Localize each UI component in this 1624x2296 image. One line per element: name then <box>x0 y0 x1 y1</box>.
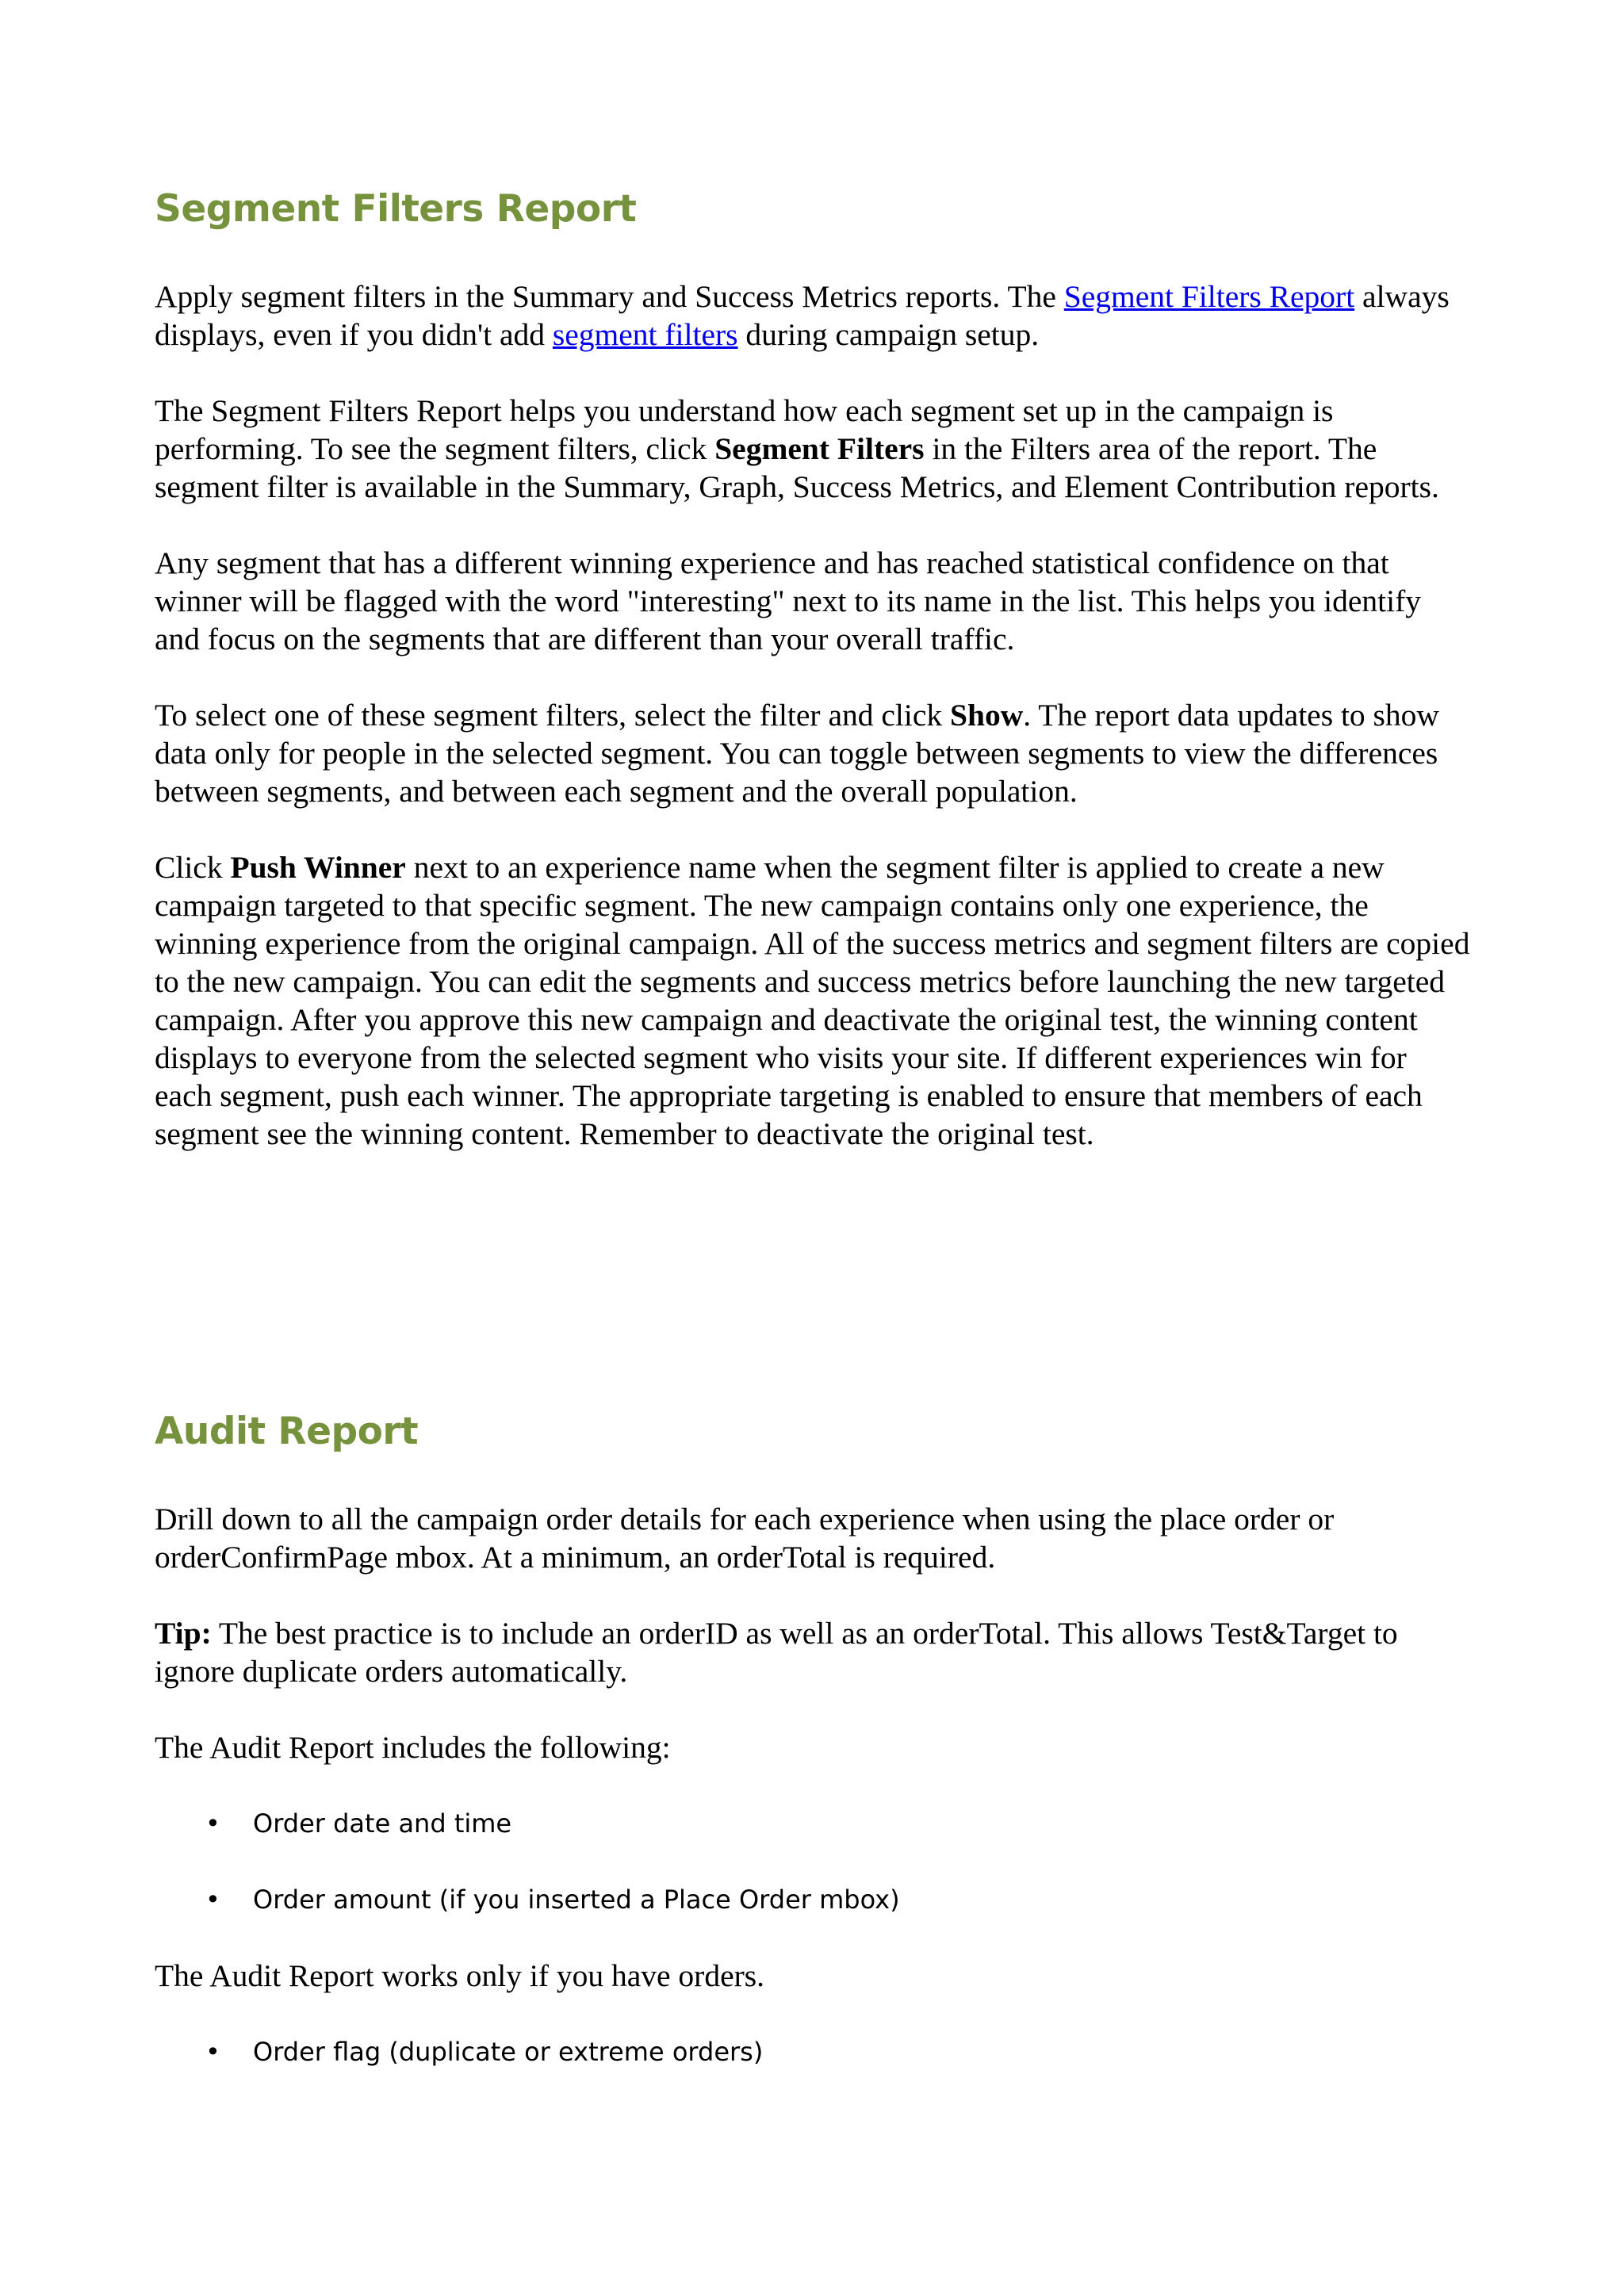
list-item-text: Order amount (if you inserted a Place Order mbox) <box>253 1885 900 1915</box>
bold-term-show: Show <box>950 698 1024 733</box>
list-item <box>155 2033 1471 2071</box>
audit-report-heading: Audit Report <box>155 1410 419 1453</box>
bullet-icon: • <box>205 1885 220 1915</box>
list-item-text: Order date and time <box>253 1808 512 1839</box>
text-run: . The report data updates to show data only for people in the selected segment. You can toggle between segments to view the differences between segments, and between each segment and the overall population. <box>155 698 1439 809</box>
segment-filters-report-link[interactable]: Segment Filters Report <box>1063 279 1355 315</box>
bullet-icon: • <box>205 2037 220 2068</box>
bold-term-segment-filters: Segment Filters <box>714 431 925 467</box>
select-filter-paragraph <box>155 696 1471 810</box>
segment-filters-purpose-paragraph <box>155 392 1471 506</box>
text-run: The best practice is to include an orderID as well as an orderTotal. This allows Test&Target to ignore duplicate orders automatically. <box>155 1616 1398 1689</box>
list-item <box>155 1881 1471 1919</box>
text-run: next to an experience name when the segment filter is applied to create a new campaign targeted to that specific segment. The new campaign contains only one experience, the winning experience from the original campaign. All of the success metrics and segment filters are copied to the new campaign. You can edit the segments and success metrics before launching the new targeted campaign. After you approve this new campaign and deactivate the original test, the winning content displays to everyone from the selected segment who visits your site. If different experiences win for each segment, push each winner. The appropriate targeting is enabled to ensure that members of each segment see the winning content. Remember to deactivate the original test. <box>155 850 1470 1152</box>
text-run: Apply segment filters in the Summary and Success Metrics reports. The <box>155 279 1064 315</box>
text-run: always displays, even if you didn't add <box>155 279 1450 353</box>
segment-filters-section <box>155 187 1471 1191</box>
audit-intro-paragraph: Drill down to all the campaign order details for each experience when using the place order or orderConfirmPage mbox. At a minimum, an orderTotal is required. <box>155 1502 1335 1575</box>
segment-filters-link[interactable]: segment filters <box>552 317 738 353</box>
text-run: The Segment Filters Report helps you understand how each segment set up in the campaign is performing. To see the segment filters, click <box>155 393 1334 467</box>
text-run: Click <box>155 850 231 886</box>
bold-term-push-winner: Push Winner <box>230 850 406 886</box>
audit-includes-list <box>155 1804 1471 1919</box>
tip-label: Tip: <box>155 1616 212 1651</box>
segment-filters-heading: Segment Filters Report <box>155 187 637 231</box>
list-item-text: Order flag (duplicate or extreme orders) <box>253 2037 764 2068</box>
push-winner-paragraph <box>155 848 1471 1153</box>
list-item <box>155 1804 1471 1843</box>
interesting-flag-paragraph: Any segment that has a different winning experience and has reached statistical confidence on that winner will be flagged with the word "interesting" next to its name in the list. This helps you identify and focus on the segments that are different than your overall traffic. <box>155 545 1421 657</box>
bullet-icon: • <box>205 1808 220 1839</box>
text-run: during campaign setup. <box>737 317 1040 353</box>
audit-report-section <box>155 1410 1471 2109</box>
text-run: To select one of these segment filters, select the filter and click <box>155 698 951 733</box>
segment-filters-intro-paragraph <box>155 277 1471 354</box>
audit-includes-paragraph: The Audit Report includes the following: <box>155 1730 671 1766</box>
audit-tip-paragraph <box>155 1614 1471 1690</box>
text-run: in the Filters area of the report. The segment filter is available in the Summary, Graph, Success Metrics, and Element Contribution reports. <box>155 431 1439 505</box>
audit-orders-paragraph: The Audit Report works only if you have orders. <box>155 1958 765 1994</box>
audit-flag-list <box>155 2033 1471 2071</box>
